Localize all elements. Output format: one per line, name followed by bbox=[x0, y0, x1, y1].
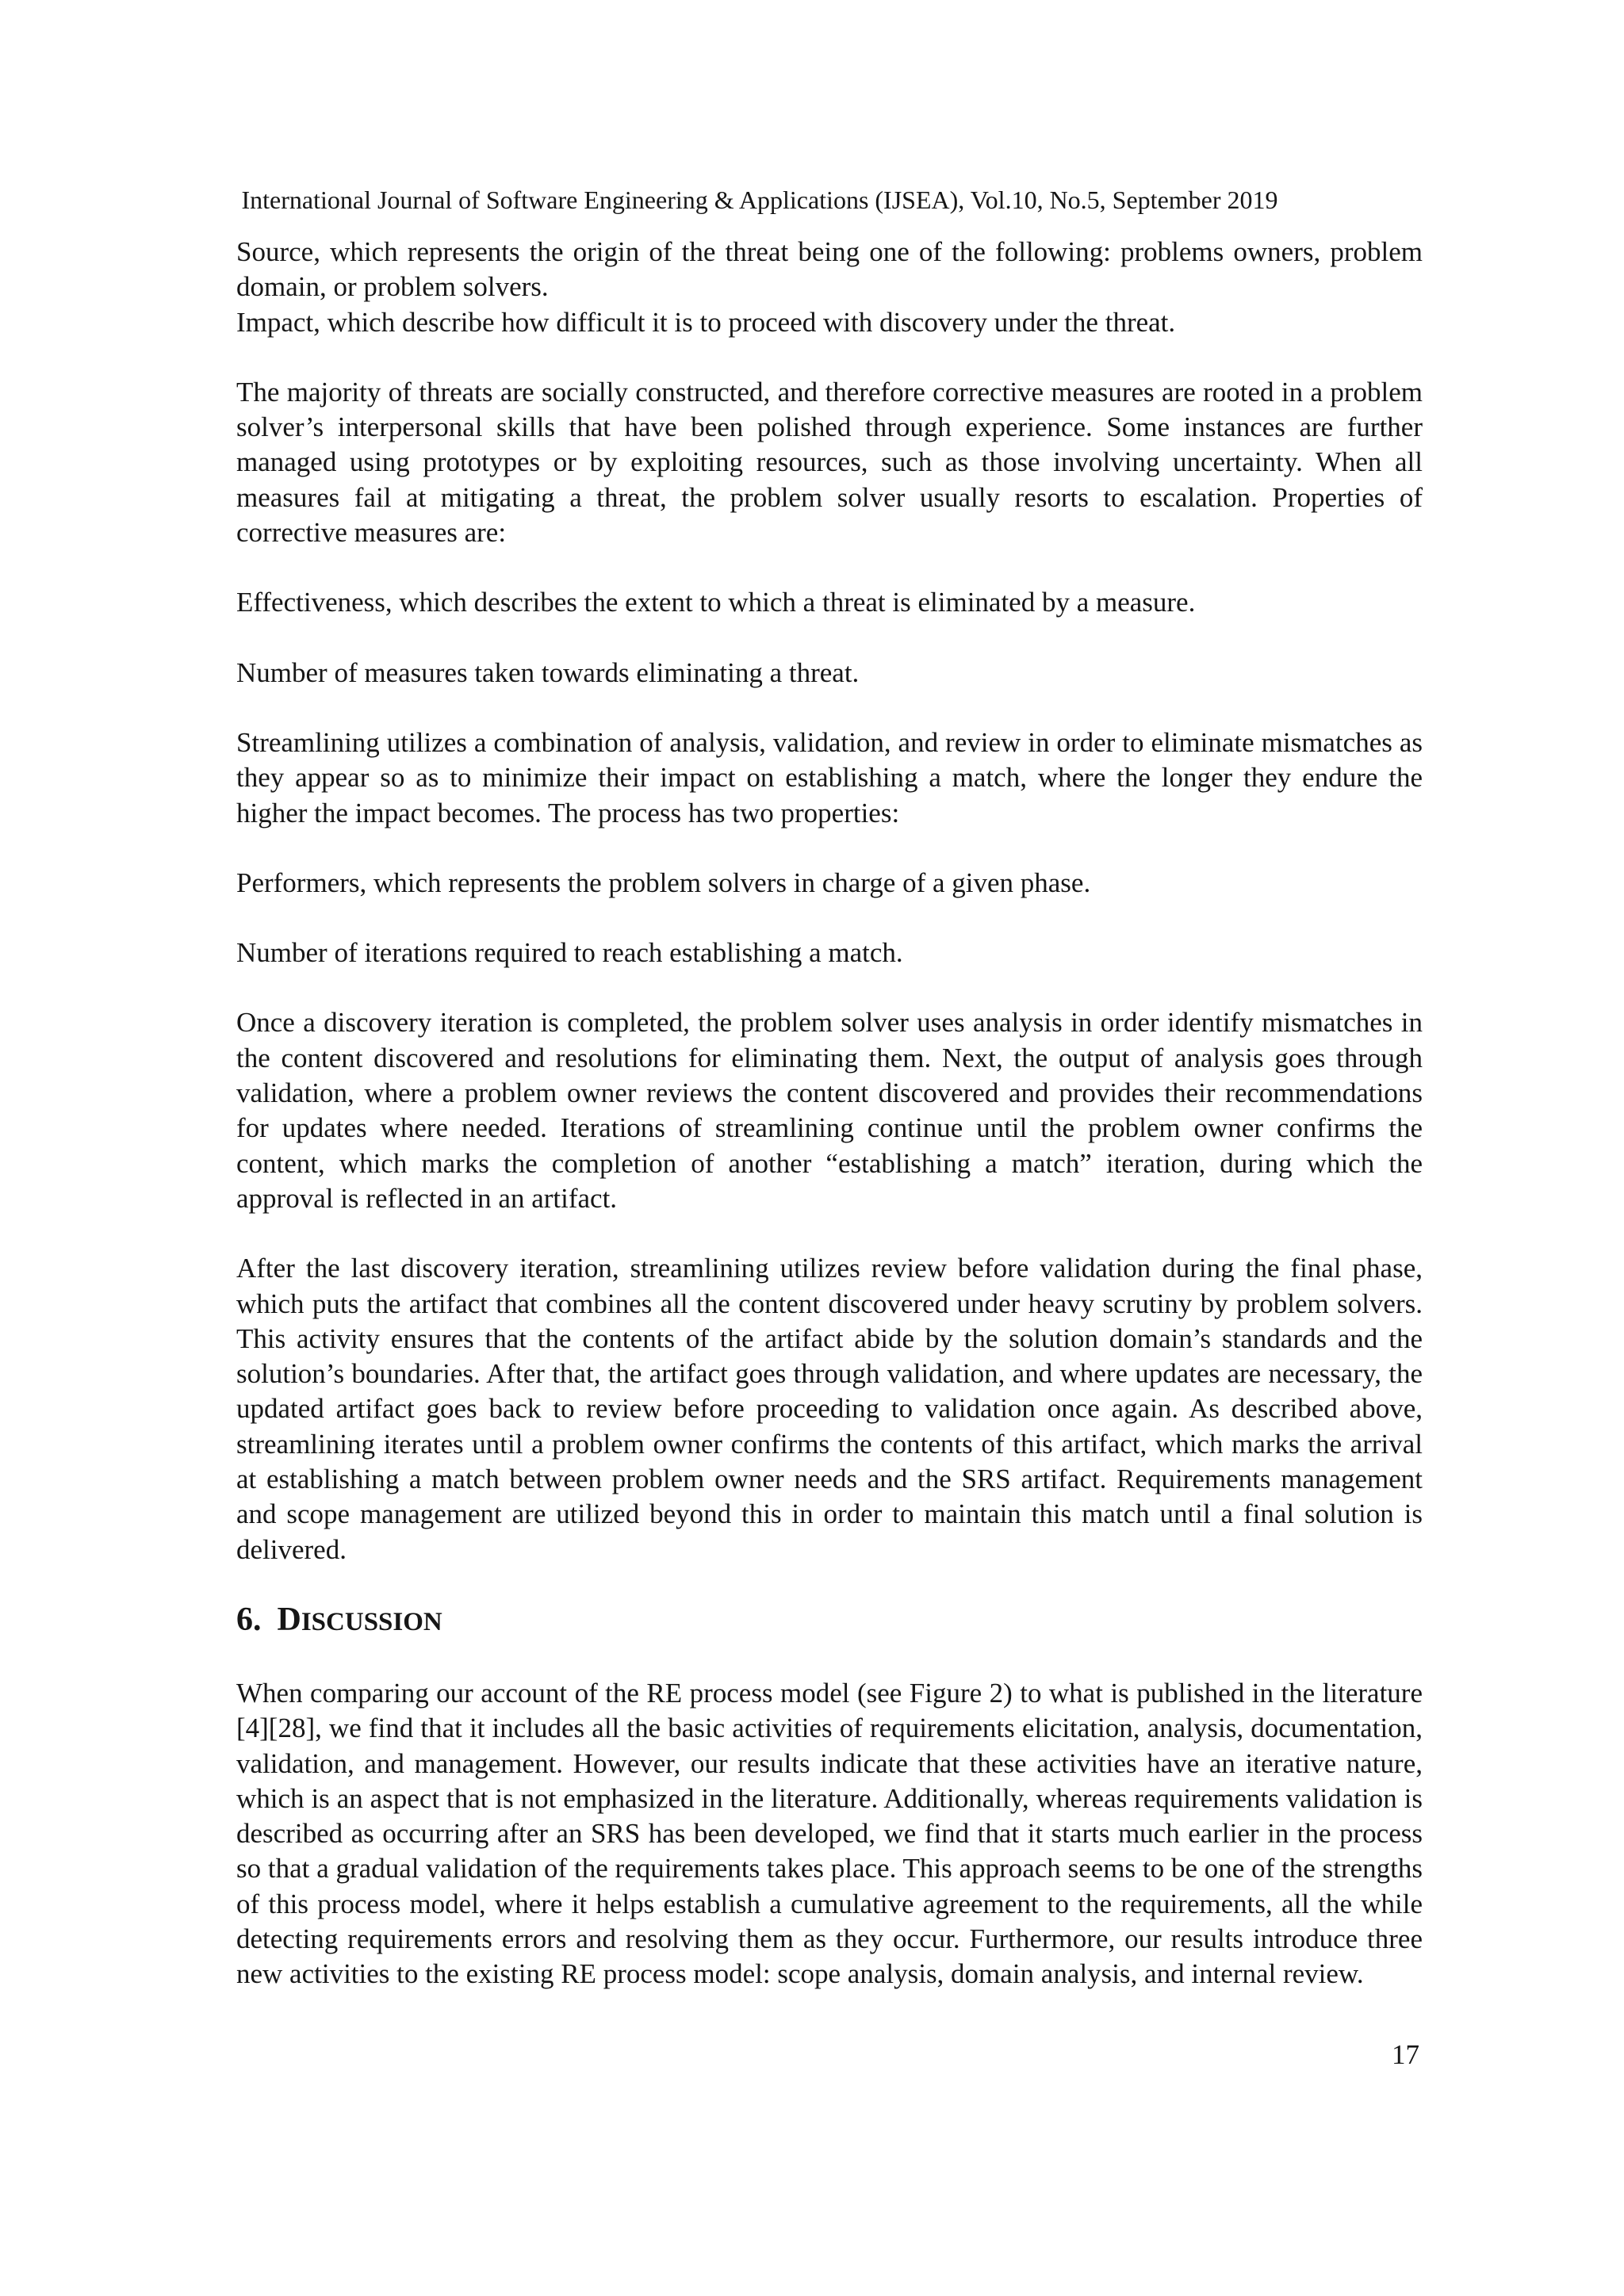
section-title-initial: D bbox=[277, 1601, 301, 1638]
running-header: International Journal of Software Engineering & Applications (IJSEA), Vol.10, No.5, September 2019 bbox=[241, 186, 1278, 214]
paragraph-number-of-iterations: Number of iterations required to reach establishing a match. bbox=[236, 937, 903, 969]
paragraph-discussion: When comparing our account of the RE process model (see Figure 2) to what is published in the literature [4][28], we find that it includes all the basic activities of requirements elicitation, analysis, documentation, validation, and management. However, our results indicate that these activities have an iterative nature, which is an aspect that is not emphasized in the literature. Additionally, whereas requirements validation is described as occurring after an SRS has been developed, we find that it starts much earlier in the process so that a gradual validation of the requirements takes place. This approach seems to be one of the strengths of this process model, where it helps establish a cumulative agreement to the requirements, all the while detecting requirements errors and resolving them as they occur. Furthermore, our results introduce three new activities to the existing RE process model: scope analysis, domain analysis, and internal review. bbox=[236, 1677, 1423, 1990]
paragraph-discovery-iteration: Once a discovery iteration is completed, the problem solver uses analysis in order identify mismatches in the content discovered and resolutions for eliminating them. Next, the output of analysis goes through validation, where a problem owner reviews the content discovered and provides their recommendations for updates where needed. Iterations of streamlining continue until the problem owner confirms the content, which marks the completion of another “establishing a match” iteration, during which the approval is reflected in an artifact. bbox=[236, 1007, 1423, 1214]
section-heading-discussion bbox=[236, 1598, 1423, 1644]
page-number: 17 bbox=[1392, 2039, 1419, 2070]
section-title-rest: ISCUSSION bbox=[301, 1607, 442, 1636]
page-body bbox=[236, 235, 1423, 1992]
paragraph-impact: Impact, which describe how difficult it is to proceed with discovery under the threat. bbox=[236, 306, 1176, 338]
paragraph-number-of-measures: Number of measures taken towards eliminating a threat. bbox=[236, 656, 860, 688]
paragraph-last-iteration: After the last discovery iteration, streamlining utilizes review before validation during the final phase, which puts the artifact that combines all the content discovered under heavy scrutiny by problem solvers. This activity ensures that the contents of the artifact abide by the solution domain’s standards and the solution’s boundaries. After that, the artifact goes through validation, and where updates are necessary, the updated artifact goes back to review before proceeding to validation once again. As described above, streamlining iterates until a problem owner confirms the contents of this artifact, which marks the arrival at establishing a match between problem owner needs and the SRS artifact. Requirements management and scope management are utilized beyond this in order to maintain this match until a final solution is delivered. bbox=[236, 1253, 1423, 1565]
paragraph-effectiveness: Effectiveness, which describes the extent to which a threat is eliminated by a measure. bbox=[236, 587, 1196, 618]
paragraph-source: Source, which represents the origin of the threat being one of the following: problems owners, problem domain, or problem solvers. bbox=[236, 236, 1423, 303]
section-number: 6. bbox=[236, 1601, 262, 1638]
paragraph-streamlining: Streamlining utilizes a combination of analysis, validation, and review in order to eliminate mismatches as they appear so as to minimize their impact on establishing a match, where the longer they endure the higher the impact becomes. The process has two properties: bbox=[236, 726, 1423, 828]
paragraph-performers: Performers, which represents the problem solvers in charge of a given phase. bbox=[236, 867, 1091, 898]
paragraph-threats: The majority of threats are socially constructed, and therefore corrective measures are rooted in a problem solver’s interpersonal skills that have been polished through experience. Some instances are further managed using prototypes or by exploiting resources, such as those involving uncertainty. When all measures fail at mitigating a threat, the problem solver usually resorts to escalation. Properties of corrective measures are: bbox=[236, 376, 1423, 549]
